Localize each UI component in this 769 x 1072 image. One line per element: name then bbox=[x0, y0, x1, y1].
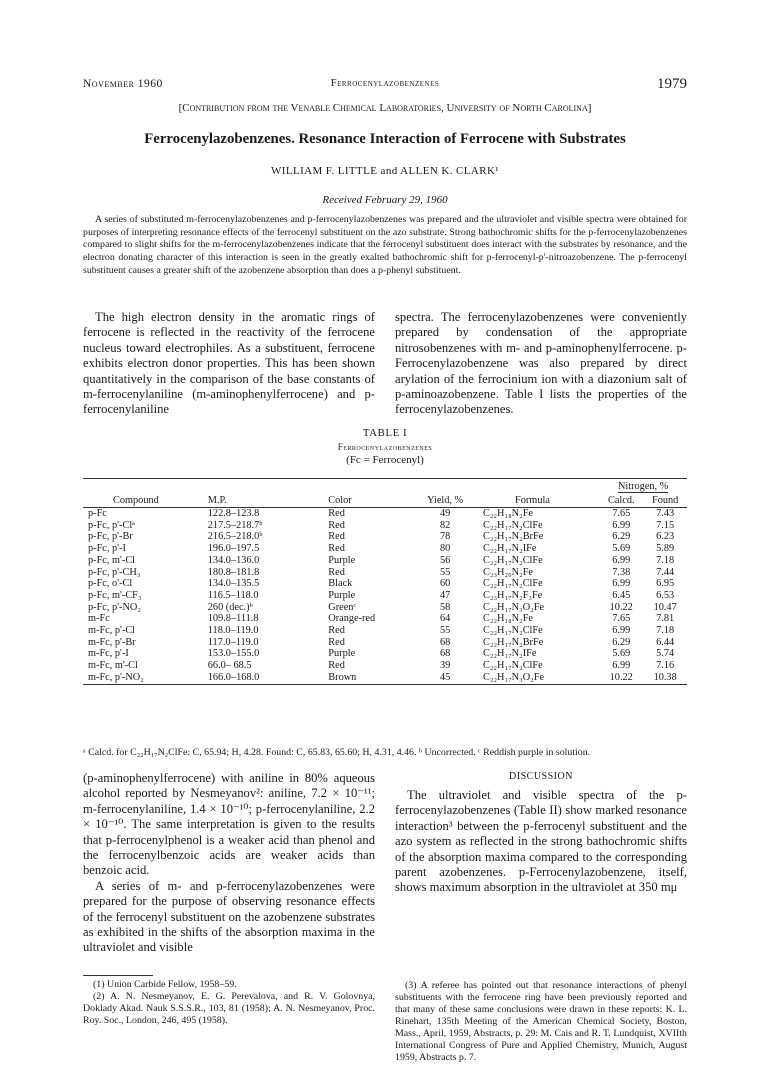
cell-found: 7.16 bbox=[656, 660, 675, 672]
col-header-found: Found bbox=[643, 493, 687, 508]
table-row bbox=[83, 555, 687, 567]
running-head-title: Ferrocenylazobenzenes bbox=[330, 78, 440, 89]
cell-color: Brown bbox=[314, 672, 415, 684]
table-row bbox=[83, 567, 687, 579]
footnote-rule bbox=[83, 975, 153, 976]
cell-mp: 260 (dec.)ᵇ bbox=[207, 601, 253, 613]
cell-color: Red bbox=[328, 508, 345, 519]
body-right-column bbox=[395, 771, 687, 896]
discussion-heading: DISCUSSION bbox=[509, 771, 573, 782]
cell-yield: 39 bbox=[439, 660, 451, 672]
cell-mp: 180.8–181.8 bbox=[207, 566, 260, 578]
cell-calcd: 10.22 bbox=[599, 672, 643, 684]
cell-mp: 196.0–197.5 bbox=[207, 543, 260, 555]
cell-compound: m-Fc, p'-I bbox=[88, 648, 129, 660]
cell-found: 7.15 bbox=[656, 519, 675, 531]
cell-formula: C₂₂H₁₇N₃O₂Fe bbox=[483, 601, 545, 613]
body-left-paragraph-1: (p-aminophenylferrocene) with aniline in 80% aqueous alcohol reported by Nesmeyanov²: aniline, 7.2 × 10⁻¹¹; m-ferrocenylaniline, 1.4 × 10⁻¹⁰; p-ferrocenylaniline, 2.2 × 10⁻¹⁰. The same interpretation is given to the results that p-ferrocenylphenol is a weaker acid than phenol and the ferrocenylbenzoic acids are weaker acids than benzoic acid. bbox=[83, 771, 375, 878]
cell-yield: 49 bbox=[439, 508, 451, 519]
cell-calcd: 6.29 bbox=[612, 531, 631, 543]
cell-formula: C₂₂H₁₇N₃O₂Fe bbox=[475, 672, 599, 684]
abstract bbox=[83, 214, 687, 278]
table-row bbox=[83, 590, 687, 602]
table-row bbox=[83, 508, 687, 520]
table-body bbox=[83, 508, 687, 685]
cell-compound: p-Fc bbox=[88, 508, 107, 519]
abstract-text: A series of substituted m-ferrocenylazobenzenes and p-ferrocenylazobenzenes was prepared and the ultraviolet and visible spectra were obtained for purposes of interpreting resonance effects of the ferrocenyl substituent on the azo substrate. Strong bathochromic shifts for the p-ferrocenylazobenzenes compared to slight shifts for the m-ferrocenylazobenzenes indicate that the ferrocenyl substituent does interact with the substrates by resonance, and the electron donating character of this interaction is seen in the greatly exalted bathochromic shift for p-ferrocenyl-p'-nitroazobenzene. The p-ferrocenyl substituent causes a greater shift of the azobenzene absorption than does a p-phenyl substituent. bbox=[83, 214, 687, 276]
cell-color: Red bbox=[328, 543, 345, 555]
data-table bbox=[83, 478, 687, 685]
table-row bbox=[83, 672, 687, 684]
cell-calcd: 7.65 bbox=[612, 508, 631, 519]
table-label: TABLE I bbox=[362, 427, 408, 439]
footnotes-left bbox=[83, 969, 375, 1027]
body-left-paragraph-2: A series of m- and p-ferrocenylazobenzenes were prepared for the purpose of observing resonance effects of the ferrocenyl substituent on the azobenzene substrates as exhibited in the shifts of the absorption maxima in the ultraviolet and visible bbox=[83, 878, 375, 955]
cell-found: 6.95 bbox=[656, 578, 675, 590]
cell-mp: 118.0–119.0 bbox=[207, 625, 259, 637]
intro-left-text: The high electron density in the aromatic rings of ferrocene is reflected in the reactivity of the ferrocene nucleus toward electrophiles. As a substituent, ferrocene exhibits electron donor properties. This has been shown quantitatively in the comparison of the base constants of m-ferrocenylaniline (m-aminophenylferrocene) and p-ferrocenylaniline bbox=[83, 310, 375, 417]
intro-right-column bbox=[395, 310, 687, 418]
cell-formula: C₂₃H₂₀N₂Fe bbox=[483, 566, 533, 578]
cell-mp: 109.8–111.8 bbox=[207, 613, 259, 625]
cell-formula: C₂₂H₁₇N₂ClFe bbox=[483, 519, 543, 531]
cell-yield: 68 bbox=[439, 648, 451, 660]
cell-mp: 134.0–136.0 bbox=[207, 554, 260, 566]
cell-compound: m-Fc, p'-Br bbox=[88, 636, 136, 648]
cell-yield: 45 bbox=[415, 672, 475, 684]
cell-color: Black bbox=[328, 578, 353, 590]
table-row bbox=[83, 520, 687, 532]
cell-mp: 166.0–168.0 bbox=[184, 672, 314, 684]
cell-calcd: 6.29 bbox=[612, 636, 631, 648]
intro-left-column bbox=[83, 310, 375, 418]
footnote-1: (1) Union Carbide Fellow, 1958–59. bbox=[93, 979, 237, 990]
cell-formula: C₂₂H₁₇N₂IFe bbox=[483, 648, 537, 660]
cell-mp: 117.0–119.0 bbox=[207, 636, 259, 648]
cell-compound: p-Fc, m'-CF₃ bbox=[88, 589, 142, 601]
cell-color: Red bbox=[328, 566, 345, 578]
cell-calcd: 5.69 bbox=[612, 648, 631, 660]
cell-formula: C₂₂H₁₇N₂ClFe bbox=[483, 625, 543, 637]
cell-calcd: 6.99 bbox=[612, 578, 631, 590]
table-row bbox=[83, 648, 687, 660]
cell-found: 7.81 bbox=[656, 613, 675, 625]
cell-yield: 58 bbox=[439, 601, 451, 613]
cell-found: 6.53 bbox=[656, 589, 675, 601]
cell-mp: 134.0–135.5 bbox=[207, 578, 260, 590]
cell-found: 7.43 bbox=[656, 508, 675, 519]
cell-calcd: 7.65 bbox=[612, 613, 631, 625]
intro-right-text: spectra. The ferrocenylazobenzenes were conveniently prepared by condensation of the appropriate nitrosobenzenes with m- and p-aminophenylferrocene. p-Ferrocenylazobenzene was also prepared by direct arylation of the ferrocinium ion with a diazonium salt of p-aminoazobenzene. Table I lists the properties of the ferrocenylazobenzenes. bbox=[395, 310, 687, 417]
cell-formula: C₂₂H₁₇N₂ClFe bbox=[483, 554, 543, 566]
cell-compound: m-Fc, p'-NO₂ bbox=[83, 672, 184, 684]
table-1 bbox=[83, 427, 687, 683]
table-subtitle: (Fc = Ferrocenyl) bbox=[346, 454, 424, 466]
cell-found: 6.23 bbox=[656, 531, 675, 543]
footnote-2: (2) A. N. Nesmeyanov, E. G. Perevalova, and R. V. Golovnya, Doklady Akad. Nauk S.S.S.R., 103, 81 (1958); A. N. Nesmeyanov, Proc. Roy. Soc., London, 246, 495 (1958). bbox=[83, 991, 375, 1026]
nitrogen-group-header: Nitrogen, % bbox=[617, 480, 669, 492]
cell-yield: 82 bbox=[439, 519, 451, 531]
cell-yield: 60 bbox=[439, 578, 451, 590]
cell-yield: 56 bbox=[439, 554, 451, 566]
col-header-yield: Yield, % bbox=[415, 493, 475, 508]
cell-formula: C₂₂H₁₇N₂ClFe bbox=[483, 660, 543, 672]
cell-yield: 55 bbox=[439, 625, 451, 637]
table-row bbox=[83, 543, 687, 555]
cell-compound: p-Fc, p'-Br bbox=[88, 531, 133, 543]
cell-calcd: 6.45 bbox=[612, 589, 631, 601]
cell-mp: 153.0–155.0 bbox=[207, 648, 260, 660]
cell-yield: 64 bbox=[439, 613, 451, 625]
cell-compound: p-Fc, p'-Clᵃ bbox=[88, 519, 135, 531]
cell-yield: 78 bbox=[439, 531, 451, 543]
cell-formula: C₂₂H₁₇N₂BrFe bbox=[483, 636, 544, 648]
cell-found: 10.38 bbox=[643, 672, 687, 684]
cell-yield: 80 bbox=[439, 543, 451, 555]
cell-color: Orange-red bbox=[328, 613, 376, 625]
cell-color: Greenᶜ bbox=[328, 601, 357, 613]
cell-color: Red bbox=[328, 625, 345, 637]
cell-color: Purple bbox=[328, 648, 356, 660]
table-row bbox=[83, 578, 687, 590]
running-head-date: November 1960 bbox=[83, 78, 163, 90]
cell-found: 5.89 bbox=[656, 543, 675, 555]
table-row bbox=[83, 613, 687, 625]
cell-formula: C₂₂H₁₇N₂BrFe bbox=[483, 531, 544, 543]
cell-mp: 66.0– 68.5 bbox=[207, 660, 252, 672]
contribution-line: [Contribution from the Venable Chemical Laboratories, University of North Carolina] bbox=[178, 102, 592, 114]
received-date: Received February 29, 1960 bbox=[322, 194, 448, 206]
cell-color: Red bbox=[328, 531, 345, 543]
cell-formula: C₂₂H₁₈N₂Fe bbox=[483, 613, 533, 625]
cell-found: 7.44 bbox=[656, 566, 675, 578]
cell-found: 5.74 bbox=[656, 648, 675, 660]
cell-mp: 217.5–218.7ᵇ bbox=[207, 519, 263, 531]
cell-compound: p-Fc, p'-I bbox=[88, 543, 126, 555]
col-header-formula: Formula bbox=[475, 493, 599, 508]
cell-color: Red bbox=[328, 519, 345, 531]
discussion-text: The ultraviolet and visible spectra of the p-ferrocenylazobenzenes (Table II) show marked resonance interaction³ between the p-ferrocenyl substituent and the azo system as reflected in the strong bathochromic shifts of the absorption maxima compared to the corresponding parent azobenzenes. p-Ferrocenylazobenzene, itself, shows maximum absorption in the ultraviolet at 350 mμ bbox=[395, 788, 687, 895]
table-row bbox=[83, 637, 687, 649]
cell-calcd: 6.99 bbox=[612, 519, 631, 531]
cell-calcd: 5.69 bbox=[612, 543, 631, 555]
cell-found: 10.47 bbox=[653, 601, 677, 613]
body-left-column bbox=[83, 771, 375, 956]
table-row bbox=[83, 531, 687, 543]
cell-compound: p-Fc, p'-NO₂ bbox=[88, 601, 141, 613]
footnotes-right bbox=[395, 980, 687, 1064]
cell-calcd: 10.22 bbox=[609, 601, 633, 613]
cell-yield: 55 bbox=[439, 566, 451, 578]
cell-compound: p-Fc, m'-Cl bbox=[88, 554, 136, 566]
col-header-compound: Compound bbox=[83, 493, 184, 508]
cell-compound: m-Fc, p'-Cl bbox=[88, 625, 136, 637]
col-header-mp: M.P. bbox=[184, 493, 314, 508]
cell-mp: 216.5–218.0ᵇ bbox=[207, 531, 263, 543]
col-header-calcd: Calcd. bbox=[599, 493, 643, 508]
footnote-3: (3) A referee has pointed out that resonance interactions of phenyl substituents with the ferrocene ring have been previously reported and that many of these same conclusions were drawn in these reports: K. L. Rinehart, 135th Meeting of the American Chemical Society, Boston, Mass., April, 1959, Abstracts, p. 29: M. Cais and R. T. Lundquist, XVIIth International Congress of Pure and Applied Chemistry, Munich, August 1959, Abstracts p. 7. bbox=[395, 980, 687, 1063]
cell-calcd: 6.99 bbox=[612, 554, 631, 566]
cell-mp: 116.5–118.0 bbox=[207, 589, 259, 601]
cell-color: Purple bbox=[328, 554, 356, 566]
cell-compound: m-Fc, m'-Cl bbox=[88, 660, 138, 672]
cell-compound: p-Fc, p'-CH₃ bbox=[88, 566, 141, 578]
cell-found: 7.18 bbox=[656, 625, 675, 637]
cell-yield: 68 bbox=[439, 636, 451, 648]
table-row bbox=[83, 660, 687, 672]
table-footnote: ᵃ Calcd. for C₂₂H₁₇N₂ClFe: C, 65.94; H, 4.28. Found: C, 65.83, 65.60; H, 4.31, 4.46. ᵇ Uncorrected. ᶜ Reddish purple in solution. bbox=[83, 747, 591, 758]
cell-yield: 47 bbox=[439, 589, 451, 601]
cell-calcd: 7.38 bbox=[612, 566, 631, 578]
cell-found: 6.44 bbox=[656, 636, 675, 648]
cell-formula: C₂₂H₁₈N₂Fe bbox=[483, 508, 533, 519]
article-authors: WILLIAM F. LITTLE and ALLEN K. CLARK¹ bbox=[270, 165, 499, 177]
running-head bbox=[83, 76, 687, 96]
cell-formula: C₂₃H₁₇N₂F₃Fe bbox=[483, 589, 543, 601]
cell-found: 7.18 bbox=[656, 554, 675, 566]
cell-formula: C₂₂H₁₇N₂IFe bbox=[483, 543, 537, 555]
cell-mp: 122.8–123.8 bbox=[207, 508, 260, 519]
cell-color: Purple bbox=[328, 589, 356, 601]
cell-formula: C₂₂H₁₇N₂ClFe bbox=[483, 578, 543, 590]
cell-color: Red bbox=[328, 660, 345, 672]
cell-compound: p-Fc, o'-Cl bbox=[88, 578, 133, 590]
cell-color: Red bbox=[328, 636, 345, 648]
cell-calcd: 6.99 bbox=[612, 625, 631, 637]
col-header-color: Color bbox=[314, 493, 415, 508]
cell-compound: m-Fc bbox=[88, 613, 110, 625]
article-title: Ferrocenylazobenzenes. Resonance Interaction of Ferrocene with Substrates bbox=[144, 131, 626, 147]
table-row bbox=[83, 602, 687, 614]
page-number: 1979 bbox=[657, 76, 687, 92]
table-title: Ferrocenylazobenzenes bbox=[337, 442, 433, 452]
cell-calcd: 6.99 bbox=[612, 660, 631, 672]
table-row bbox=[83, 625, 687, 637]
